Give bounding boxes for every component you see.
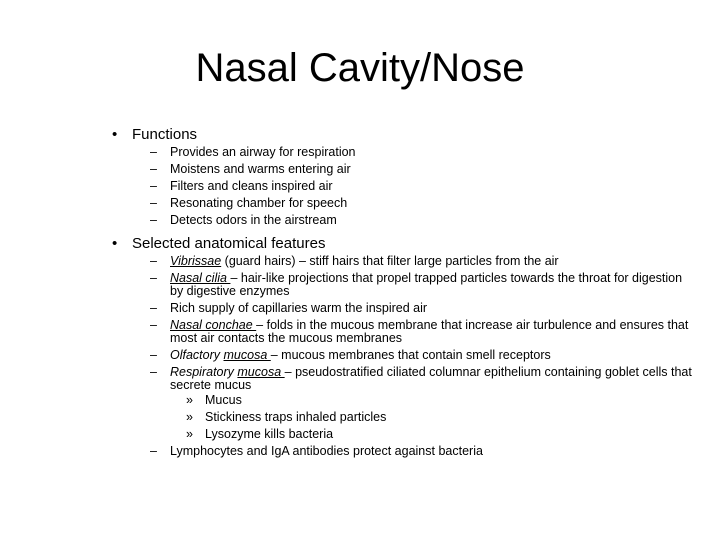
- features-list: [150, 255, 692, 458]
- list-item: [150, 319, 692, 345]
- bullet-features: [112, 233, 692, 255]
- list-item: [186, 411, 692, 424]
- features-heading: Selected anatomical features: [132, 235, 326, 252]
- dash-marker: –: [150, 348, 157, 362]
- function-item: Detects odors in the airstream: [170, 213, 337, 227]
- respiratory-sublist: [186, 394, 692, 441]
- olfactory-term: Olfactory: [170, 348, 224, 362]
- function-item: Moistens and warms entering air: [170, 162, 351, 176]
- bullet-functions: [112, 124, 692, 146]
- function-item: Resonating chamber for speech: [170, 196, 348, 210]
- dash-marker: –: [150, 145, 157, 159]
- list-item: [150, 349, 692, 362]
- bullet-marker: •: [112, 235, 118, 252]
- conchae-term: Nasal conchae: [170, 318, 257, 332]
- slide-content: [112, 124, 692, 462]
- respiratory-text: – pseudostratified ciliated columnar epithelium containing goblet cells that secrete mucus: [170, 365, 692, 392]
- list-item: [150, 197, 692, 210]
- function-item: Provides an airway for respiration: [170, 145, 356, 159]
- list-item: [150, 163, 692, 176]
- list-item: [150, 180, 692, 193]
- sub-marker: »: [186, 410, 193, 424]
- dash-marker: –: [150, 271, 157, 285]
- list-item: [186, 394, 692, 407]
- capillaries-text: Rich supply of capillaries warm the inspired air: [170, 301, 428, 315]
- dash-marker: –: [150, 318, 157, 332]
- slide-title: Nasal Cavity/Nose: [195, 46, 525, 90]
- cilia-term: Nasal cilia: [170, 271, 231, 285]
- conchae-text: – folds in the mucous membrane that increase air turbulence and ensures that most air contacts the mucous membranes: [170, 318, 689, 345]
- bullet-marker: •: [112, 126, 118, 143]
- lymphocytes-text: Lymphocytes and IgA antibodies protect against bacteria: [170, 444, 483, 458]
- dash-marker: –: [150, 213, 157, 227]
- list-item: [150, 366, 692, 441]
- respiratory-mucosa-term: mucosa: [237, 365, 285, 379]
- respiratory-subitem: Mucus: [205, 393, 242, 407]
- vibrissae-text: (guard hairs) – stiff hairs that filter large particles from the air: [221, 254, 559, 268]
- functions-list: [150, 146, 692, 227]
- dash-marker: –: [150, 365, 157, 379]
- vibrissae-term: Vibrissae: [170, 254, 222, 268]
- list-item: [150, 302, 692, 315]
- dash-marker: –: [150, 444, 157, 458]
- dash-marker: –: [150, 301, 157, 315]
- list-item: [150, 272, 692, 298]
- dash-marker: –: [150, 179, 157, 193]
- functions-heading: Functions: [132, 126, 198, 143]
- list-item: [150, 214, 692, 227]
- dash-marker: –: [150, 196, 157, 210]
- respiratory-term: Respiratory: [170, 365, 238, 379]
- olfactory-text: – mucous membranes that contain smell receptors: [270, 348, 551, 362]
- olfactory-mucosa-term: mucosa: [223, 348, 271, 362]
- cilia-text: – hair-like projections that propel trapped particles towards the throat for digestion by digestive enzymes: [170, 271, 683, 298]
- respiratory-subitem: Stickiness traps inhaled particles: [205, 410, 387, 424]
- dash-marker: –: [150, 254, 157, 268]
- sub-marker: »: [186, 393, 193, 407]
- dash-marker: –: [150, 162, 157, 176]
- sub-marker: »: [186, 427, 193, 441]
- list-item: [150, 445, 692, 458]
- list-item: [186, 428, 692, 441]
- list-item: [150, 146, 692, 159]
- list-item: [150, 255, 692, 268]
- respiratory-subitem: Lysozyme kills bacteria: [205, 427, 334, 441]
- function-item: Filters and cleans inspired air: [170, 179, 333, 193]
